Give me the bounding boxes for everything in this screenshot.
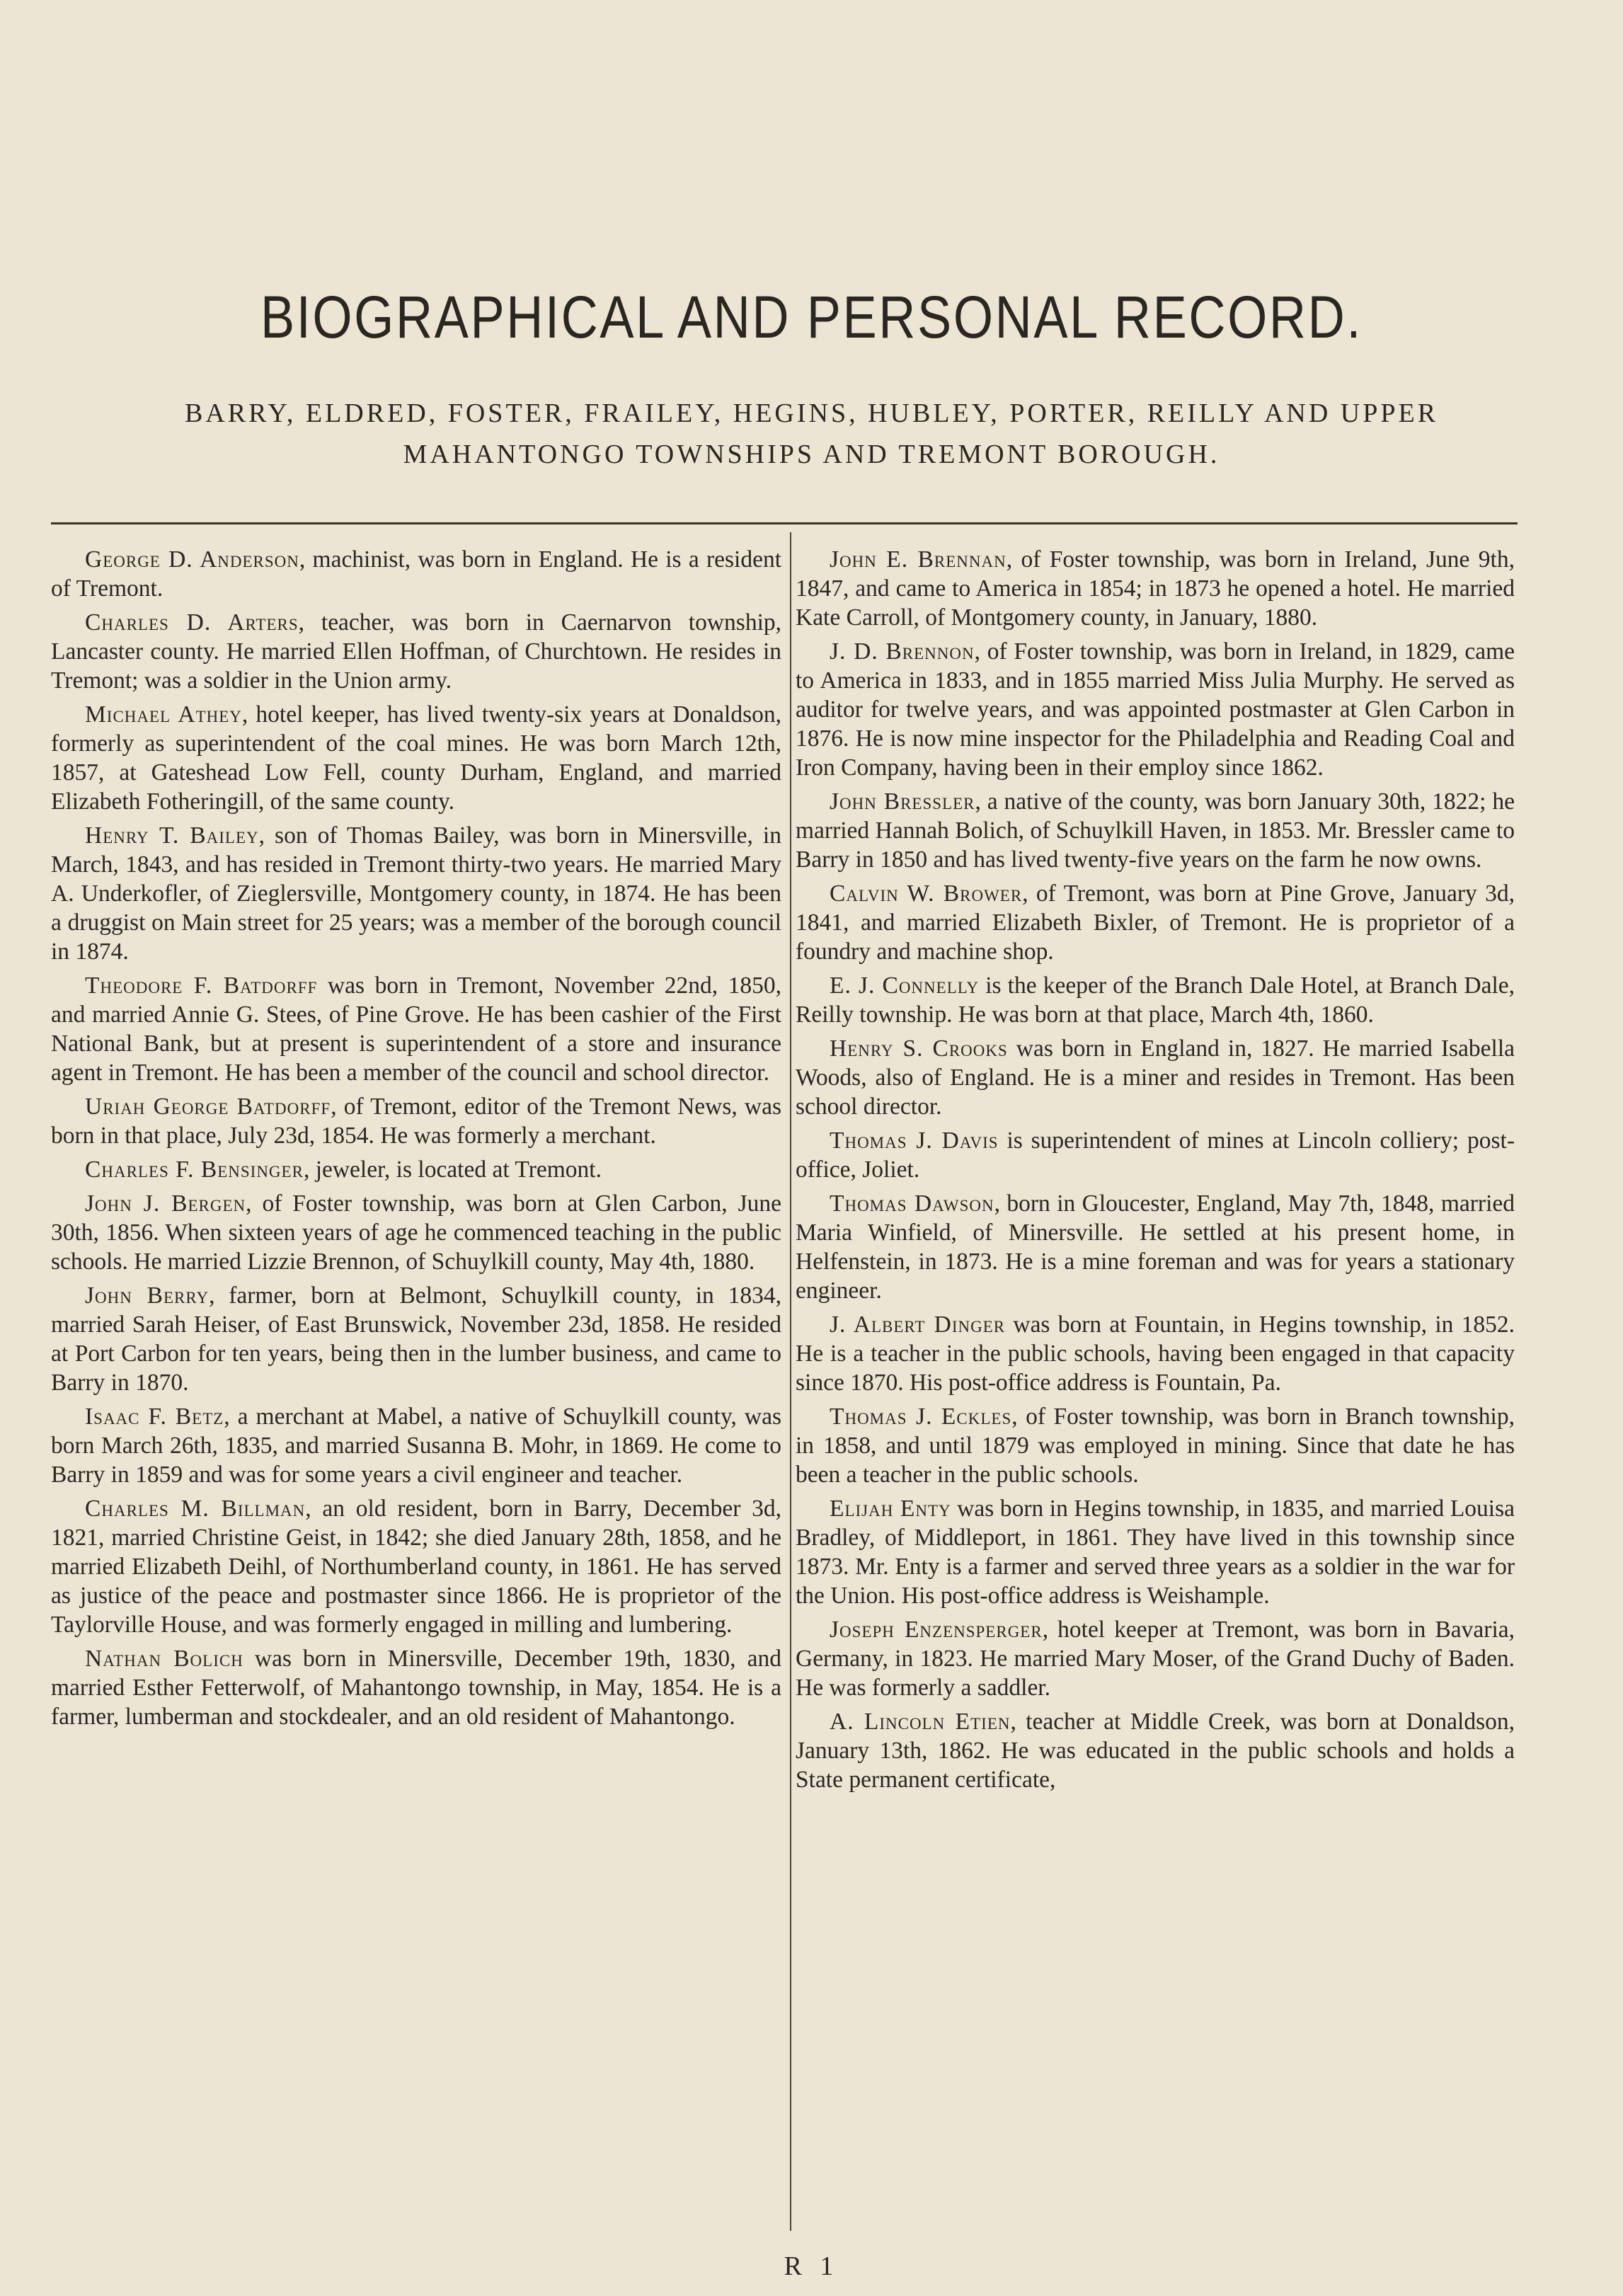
entry-name: Nathan Bolich xyxy=(85,1646,243,1672)
entry-name: Elijah Enty xyxy=(830,1496,951,1522)
biography-entry xyxy=(51,1494,781,1639)
entry-name: Henry T. Bailey xyxy=(85,822,259,849)
entry-text: , a merchant at Mabel, a native of Schuylkill county, was born March 26th, 1835, and married Susanna B. Mohr, in 1869. He come to Barry in 1859 and was for some years a civil engineer and teacher. xyxy=(51,1404,781,1488)
entry-text: , an old resident, born in Barry, December 3d, 1821, married Christine Geist, in 1842; she died January 28th, 1858, and he married Elizabeth Deihl, of Northumberland county, in 1861. He has served as justice of the peace and postmaster since 1866. He is proprietor of the Taylorville House, and was formerly engaged in milling and lumbering. xyxy=(51,1496,781,1638)
biography-entry xyxy=(51,971,781,1087)
entry-text: was born in England in, 1827. He married Isabella Woods, also of England. He is a miner and resides in Tremont. Has been school director. xyxy=(796,1035,1515,1120)
entry-text: is the keeper of the Branch Dale Hotel, at Branch Dale, Reilly township. He was born at that place, March 4th, 1860. xyxy=(796,972,1515,1028)
entry-name: E. J. Connelly xyxy=(830,972,980,999)
entry-name: Charles M. Billman xyxy=(85,1496,306,1522)
entry-name: John Bressler xyxy=(830,788,975,815)
biography-entry xyxy=(796,1494,1515,1610)
entry-text: , of Foster township, was born in Ireland, June 9th, 1847, and came to America in 1854; in 1873 he opened a hotel. He married Kate Carroll, of Montgomery county, in January, 1880. xyxy=(796,546,1515,631)
entry-text: was born in Hegins township, in 1835, and married Louisa Bradley, of Middleport, in 1861. They have lived in this township since 1873. Mr. Enty is a farmer and served three years as a soldier in the war for the Union. His post-office address is Weishample. xyxy=(796,1496,1515,1609)
entry-text: , teacher, was born in Caernarvon township, Lancaster county. He married Ellen Hoffman, of Churchtown. He resides in Tremont; was a soldier in the Union army. xyxy=(51,609,781,694)
biography-entry xyxy=(51,608,781,695)
left-column xyxy=(51,545,781,1736)
entry-text: , of Foster township, was born at Glen Carbon, June 30th, 1856. When sixteen years of age he commenced teaching in the public schools. He married Lizzie Brennon, of Schuylkill county, May 4th, 1880. xyxy=(51,1190,781,1275)
page-title: BIOGRAPHICAL AND PERSONAL RECORD. xyxy=(260,284,1363,350)
entry-name: John E. Brennan xyxy=(830,546,1007,573)
biography-entry xyxy=(796,971,1515,1029)
biography-entry xyxy=(51,545,781,603)
entry-text: , born in Gloucester, England, May 7th, 1848, married Maria Winfield, of Minersville. He settled at his present home, in Helfenstein, in 1873. He is a mine foreman and was for years a stationary engineer. xyxy=(796,1190,1515,1304)
subtitle-line-1: BARRY, ELDRED, FOSTER, FRAILEY, HEGINS, HUBLEY, PORTER, REILLY AND UPPER xyxy=(184,398,1439,428)
entry-text: , machinist, was born in England. He is a resident of Tremont. xyxy=(51,546,782,602)
biography-entry xyxy=(796,1189,1515,1305)
entry-name: J. Albert Dinger xyxy=(830,1311,1006,1338)
biography-entry xyxy=(796,1126,1515,1184)
entry-text: , teacher at Middle Creek, was born at Donaldson, January 13th, 1862. He was educated in the public schools and holds a State permanent certificate, xyxy=(796,1709,1515,1793)
entry-text: , of Tremont, editor of the Tremont News, was born in that place, July 23d, 1854. He was formerly a merchant. xyxy=(51,1094,781,1149)
biography-entry xyxy=(796,1034,1515,1121)
entry-name: Uriah George Batdorff xyxy=(85,1094,331,1120)
entry-name: John Berry xyxy=(85,1282,210,1309)
entry-name: John J. Bergen xyxy=(85,1190,246,1217)
entry-name: Charles D. Arters xyxy=(85,609,299,636)
entry-text: was born in Tremont, November 22nd, 1850, and married Annie G. Stees, of Pine Grove. He has been cashier of the First National Bank, but at present is superintendent of a store and insurance agent in Tremont. He has been a member of the council and school director. xyxy=(51,972,782,1086)
entry-name: George D. Anderson xyxy=(85,546,299,573)
biography-entry xyxy=(796,1402,1515,1489)
entry-text: , of Foster township, was born in Branch township, in 1858, and until 1879 was employed in mining. Since that date he has been a teacher in the public schools. xyxy=(796,1404,1515,1488)
biography-entry xyxy=(51,700,781,816)
entry-name: Henry S. Crooks xyxy=(830,1035,1008,1062)
entry-text: , farmer, born at Belmont, Schuylkill county, in 1834, married Sarah Heiser, of East Brunswick, November 23d, 1858. He resided at Port Carbon for ten years, being then in the lumber business, and came to Barry in 1870. xyxy=(51,1282,781,1396)
entry-text: , hotel keeper, has lived twenty-six years at Donaldson, formerly as superintendent of the coal mines. He was born March 12th, 1857, at Gateshead Low Fell, county Durham, England, and married Elizabeth Fotheringill, of the same county. xyxy=(51,701,782,815)
entry-name: Joseph Enzensperger xyxy=(830,1617,1043,1643)
entry-name: A. Lincoln Etien xyxy=(830,1709,1011,1735)
entry-name: Isaac F. Betz xyxy=(85,1404,224,1430)
biography-entry xyxy=(51,1281,781,1397)
biography-entry xyxy=(796,1310,1515,1397)
biography-entry xyxy=(796,787,1515,874)
entry-text: , of Foster township, was born in Ireland, in 1829, came to America in 1833, and in 1855 married Miss Julia Murphy. He served as auditor for twelve years, and was appointed postmaster at Glen Carbon in 1876. He is now mine inspector for the Philadelphia and Reading Coal and Iron Company, having been in their employ since 1862. xyxy=(796,638,1515,781)
biography-entry xyxy=(796,1707,1515,1794)
biography-entry xyxy=(796,1615,1515,1702)
biography-entry xyxy=(796,545,1515,632)
biography-entry xyxy=(796,637,1515,782)
entry-text: , of Tremont, was born at Pine Grove, January 3d, 1841, and married Elizabeth Bixler, of Tremont. He is proprietor of a foundry and machine shop. xyxy=(796,880,1515,965)
entry-name: Thomas Dawson xyxy=(830,1190,994,1217)
biography-entry xyxy=(796,879,1515,966)
header-rule xyxy=(51,522,1518,524)
biography-entry xyxy=(51,1402,781,1489)
biography-entry xyxy=(51,1189,781,1276)
column-divider xyxy=(790,532,791,2231)
entry-text: , hotel keeper at Tremont, was born in Bavaria, Germany, in 1823. He married Mary Moser, of the Grand Duchy of Baden. He was formerly a saddler. xyxy=(796,1617,1515,1701)
entry-name: J. D. Brennon xyxy=(830,638,975,665)
right-column xyxy=(796,545,1515,1799)
entry-text: was born at Fountain, in Hegins township, in 1852. He is a teacher in the public schools, having been engaged in that capacity since 1870. His post-office address is Fountain, Pa. xyxy=(796,1311,1515,1396)
entry-text: was born in Minersville, December 19th, 1830, and married Esther Fetterwolf, of Mahantongo township, in May, 1854. He is a farmer, lumberman and stockdealer, and an old resident of Mahantongo. xyxy=(51,1646,781,1730)
entry-text: is superintendent of mines at Lincoln colliery; post-office, Joliet. xyxy=(796,1127,1515,1183)
entry-name: Thomas J. Eckles xyxy=(830,1404,1012,1430)
entry-name: Thomas J. Davis xyxy=(830,1127,999,1154)
entry-name: Calvin W. Brower xyxy=(830,880,1023,907)
entry-name: Michael Athey xyxy=(85,701,242,728)
subtitle-line-2: MAHANTONGO TOWNSHIPS AND TREMONT BOROUGH. xyxy=(403,440,1220,469)
entry-name: Charles F. Bensinger xyxy=(85,1156,304,1183)
entry-text: , a native of the county, was born January 30th, 1822; he married Hannah Bolich, of Schuylkill Haven, in 1853. Mr. Bressler came to Barry in 1850 and has lived twenty-five years on the farm he now owns. xyxy=(796,788,1515,873)
page-number: R 1 xyxy=(784,2251,839,2281)
biography-entry xyxy=(51,1092,781,1150)
biography-entry xyxy=(51,1644,781,1731)
entry-text: , son of Thomas Bailey, was born in Minersville, in March, 1843, and has resided in Tremont thirty-two years. He married Mary A. Underkofler, of Zieglersville, Montgomery county, in 1874. He has been a druggist on Main street for 25 years; was a member of the borough council in 1874. xyxy=(51,822,781,965)
entry-text: , jeweler, is located at Tremont. xyxy=(303,1156,602,1183)
entry-name: Theodore F. Batdorff xyxy=(85,972,318,999)
biography-entry xyxy=(51,1155,781,1184)
biography-entry xyxy=(51,821,781,966)
